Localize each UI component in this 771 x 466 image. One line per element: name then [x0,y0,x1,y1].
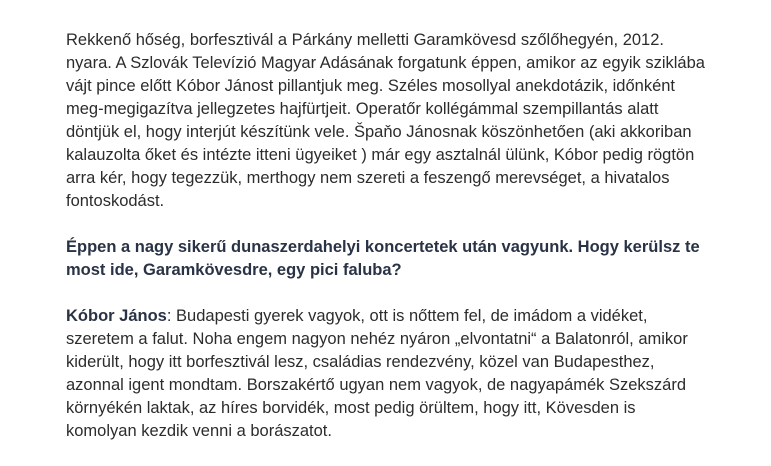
speaker-name: Kóbor János [66,307,167,325]
intro-paragraph: Rekkenő hőség, borfesztivál a Párkány melletti Garamkövesd szőlőhegyén, 2012. nyara. A Szlovák Televízió Magyar Adásának forgatunk éppen, amikor az egyik sziklába vájt pince előtt Kóbor Jánost pillantjuk meg. Széles mosollyal anekdotázik, időnként meg-megigazítva jellegzetes hajfürtjeit. Operatőr kollégámmal szempillantás alatt döntjük el, hogy interjút készítünk vele. Špaňo Jánosnak köszönhetően (aki akkoriban kalauzolta őket és intézte itteni ügyeiket ) már egy asztalnál ülünk, Kóbor pedig rögtön arra kér, hogy tegezzük, merthogy nem szereti a feszengő merevséget, a hivatalos fontoskodást. [66,31,705,210]
article-body [66,29,716,466]
interview-question: Éppen a nagy sikerű dunaszerdahelyi koncertetek után vagyunk. Hogy kerülsz te most ide, Garamkövesdre, egy pici faluba? [66,238,700,279]
interview-answer [66,305,716,443]
answer-text: : Budapesti gyerek vagyok, ott is nőttem fel, de imádom a vidéket, szeretem a falut. Noha engem nagyon nehéz nyáron „elvontatni“ a Balatonról, amikor kiderült, hogy itt borfesztivál lesz, családias rendezvény, közel van Budapesthez, azonnal igent mondtam. Borszakértő ugyan nem vagyok, de nagyapámék Szekszárd környékén laktak, az híres borvidék, most pedig örültem, hogy itt, Kövesden is komolyan kezdik venni a borászatot. [66,307,688,440]
